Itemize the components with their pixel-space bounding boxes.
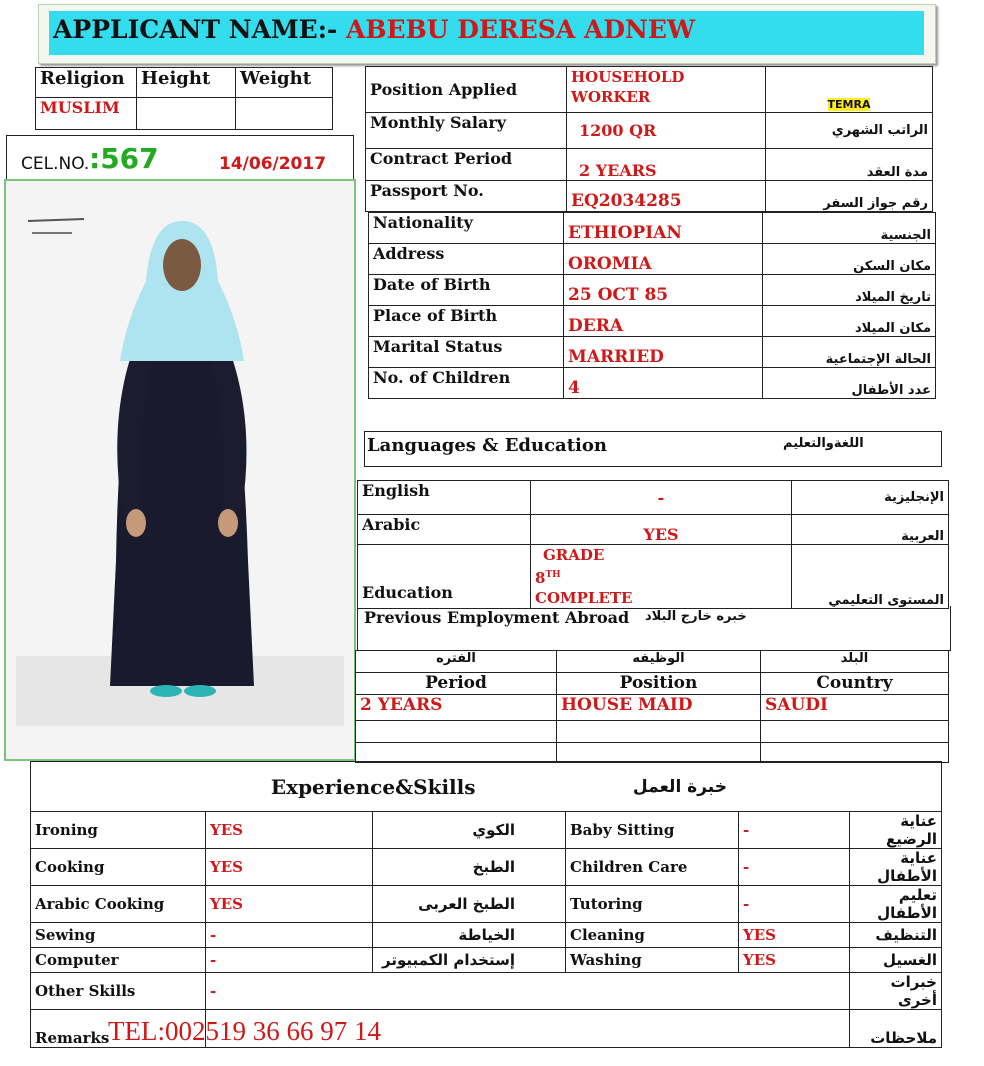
english-label: English <box>358 481 531 515</box>
education-line1: GRADE <box>543 546 605 564</box>
arabic-value: YES <box>531 515 792 545</box>
education-row <box>358 545 949 609</box>
salary-ar: الراتب الشهري <box>766 113 933 149</box>
personal-ar: تاريخ الميلاد <box>763 275 936 306</box>
skill-label: Baby Sitting <box>566 812 739 849</box>
personal-label: Nationality <box>369 213 564 244</box>
personal-label: Date of Birth <box>369 275 564 306</box>
skill-ar: التنظيف <box>850 923 942 948</box>
country-header-ar: البلد <box>761 651 949 673</box>
weight-header: Weight <box>236 68 333 98</box>
applicant-name-heading <box>53 15 695 44</box>
religion-header: Religion <box>36 68 137 98</box>
header-bar <box>49 11 924 55</box>
personal-row <box>369 306 936 337</box>
personal-ar: مكان الميلاد <box>763 306 936 337</box>
education-line2: 8 <box>535 569 546 587</box>
applicant-name-label: APPLICANT NAME:- <box>53 15 347 44</box>
contract-value: 2 YEARS <box>567 149 766 181</box>
position-value: HOUSEHOLD WORKER <box>567 67 766 113</box>
employment-country <box>761 721 949 743</box>
employment-period <box>356 743 557 763</box>
applicant-photo <box>4 179 356 761</box>
header-banner <box>38 4 936 64</box>
skill-ar: عناية الرضيع <box>850 812 942 849</box>
salary-label: Monthly Salary <box>366 113 567 149</box>
skill-value: YES <box>206 812 373 849</box>
skill-row <box>31 886 942 923</box>
personal-ar: الحالة الإجتماعية <box>763 337 936 368</box>
religion-table <box>35 67 333 130</box>
cel-label: CEL.NO. <box>21 154 90 174</box>
contract-row <box>366 149 933 181</box>
experience-table <box>30 761 942 1048</box>
cel-date: 14/06/2017 <box>219 154 327 174</box>
skill-label: Washing <box>566 948 739 973</box>
languages-table <box>357 480 949 609</box>
height-header: Height <box>137 68 236 98</box>
employment-table <box>355 650 949 763</box>
skill-ar: تعليم الأطفال <box>850 886 942 923</box>
other-skills-value: - <box>206 973 850 1010</box>
remarks-ar: ملاحظات <box>850 1010 942 1048</box>
skill-value: - <box>739 886 850 923</box>
personal-value: DERA <box>564 306 763 337</box>
arabic-ar: العربية <box>792 515 949 545</box>
skill-label: Cooking <box>31 849 206 886</box>
skill-ar: الكوي <box>373 812 566 849</box>
position-table <box>365 66 933 212</box>
contract-label: Contract Period <box>366 149 567 181</box>
skill-label: Ironing <box>31 812 206 849</box>
skill-ar: عناية الأطفال <box>850 849 942 886</box>
other-skills-label: Other Skills <box>31 973 206 1010</box>
employment-row <box>356 721 949 743</box>
english-row <box>358 481 949 515</box>
experience-title-ar: خبرة العمل <box>566 762 942 812</box>
skill-ar: إستخدام الكمبيوتر <box>373 948 566 973</box>
personal-row <box>369 213 936 244</box>
other-skills-row <box>31 973 942 1010</box>
employment-position <box>557 721 761 743</box>
position-header-ar: الوظيفه <box>557 651 761 673</box>
other-skills-ar: خبرات أخرى <box>850 973 942 1010</box>
employment-position <box>557 743 761 763</box>
personal-value: 4 <box>564 368 763 399</box>
skill-label: Children Care <box>566 849 739 886</box>
languages-title-box <box>364 431 942 467</box>
education-value <box>531 545 792 609</box>
personal-row <box>369 368 936 399</box>
languages-title: Languages & Education <box>367 435 607 456</box>
skill-value: YES <box>206 886 373 923</box>
personal-ar: الجنسية <box>763 213 936 244</box>
passport-ar: رقم جواز السفر <box>766 181 933 212</box>
weight-value <box>236 98 333 130</box>
personal-value: 25 OCT 85 <box>564 275 763 306</box>
skill-value: YES <box>739 923 850 948</box>
personal-label: No. of Children <box>369 368 564 399</box>
english-ar: الإنجليزية <box>792 481 949 515</box>
arabic-label: Arabic <box>358 515 531 545</box>
skill-label: Cleaning <box>566 923 739 948</box>
passport-row <box>366 181 933 212</box>
education-label: Education <box>358 545 531 609</box>
position-label: Position Applied <box>366 67 567 113</box>
employment-title-box <box>357 606 951 651</box>
skill-row <box>31 923 942 948</box>
skill-ar: الطبخ العربى <box>373 886 566 923</box>
skill-ar: الغسيل <box>850 948 942 973</box>
skill-value: YES <box>206 849 373 886</box>
experience-title: Experience&Skills <box>31 762 566 812</box>
education-ar: المستوى التعليمي <box>792 545 949 609</box>
skill-value: - <box>739 812 850 849</box>
employment-period <box>356 721 557 743</box>
salary-row <box>366 113 933 149</box>
employment-position: HOUSE MAID <box>557 695 761 721</box>
personal-label: Place of Birth <box>369 306 564 337</box>
country-header: Country <box>761 673 949 695</box>
employment-country <box>761 743 949 763</box>
period-header-ar: الفتره <box>356 651 557 673</box>
personal-value: OROMIA <box>564 244 763 275</box>
position-header: Position <box>557 673 761 695</box>
height-value <box>137 98 236 130</box>
employment-title-ar: خبره خارج البلاد <box>645 609 747 624</box>
applicant-name-value: ABEBU DERESA ADNEW <box>346 15 696 44</box>
employment-period: 2 YEARS <box>356 695 557 721</box>
skill-value: - <box>739 849 850 886</box>
salary-value: 1200 QR <box>567 113 766 149</box>
personal-value: ETHIOPIAN <box>564 213 763 244</box>
skill-row <box>31 948 942 973</box>
employment-row <box>356 743 949 763</box>
skill-label: Tutoring <box>566 886 739 923</box>
skill-value: - <box>206 923 373 948</box>
skill-value: YES <box>739 948 850 973</box>
passport-label: Passport No. <box>366 181 567 212</box>
footer-phone: TEL:002519 36 66 97 14 <box>108 1016 381 1046</box>
education-line3: COMPLETE <box>535 589 633 607</box>
cel-box <box>6 135 354 180</box>
skill-ar: الطبخ <box>373 849 566 886</box>
personal-table <box>368 212 936 399</box>
languages-title-ar: اللغةوالتعليم <box>783 436 864 451</box>
skill-row <box>31 812 942 849</box>
personal-row <box>369 337 936 368</box>
skill-value: - <box>206 948 373 973</box>
cel-number: :567 <box>89 142 159 175</box>
english-value: - <box>531 481 792 515</box>
personal-ar: عدد الأطفال <box>763 368 936 399</box>
personal-label: Address <box>369 244 564 275</box>
personal-value: MARRIED <box>564 337 763 368</box>
skill-label: Sewing <box>31 923 206 948</box>
arabic-row <box>358 515 949 545</box>
contract-ar: مدة العقد <box>766 149 933 181</box>
remarks-label: Remarks <box>31 1010 206 1048</box>
personal-label: Marital Status <box>369 337 564 368</box>
personal-row <box>369 244 936 275</box>
skill-label: Computer <box>31 948 206 973</box>
passport-value: EQ2034285 <box>567 181 766 212</box>
employment-row <box>356 695 949 721</box>
religion-value: MUSLIM <box>36 98 137 130</box>
employment-country: SAUDI <box>761 695 949 721</box>
period-header: Period <box>356 673 557 695</box>
skill-row <box>31 849 942 886</box>
personal-ar: مكان السكن <box>763 244 936 275</box>
skill-label: Arabic Cooking <box>31 886 206 923</box>
personal-row <box>369 275 936 306</box>
skill-ar: الخياطة <box>373 923 566 948</box>
agency-tag: TEMRA <box>827 98 871 111</box>
employment-title: Previous Employment Abroad <box>364 608 630 627</box>
education-sup: TH <box>545 570 561 580</box>
